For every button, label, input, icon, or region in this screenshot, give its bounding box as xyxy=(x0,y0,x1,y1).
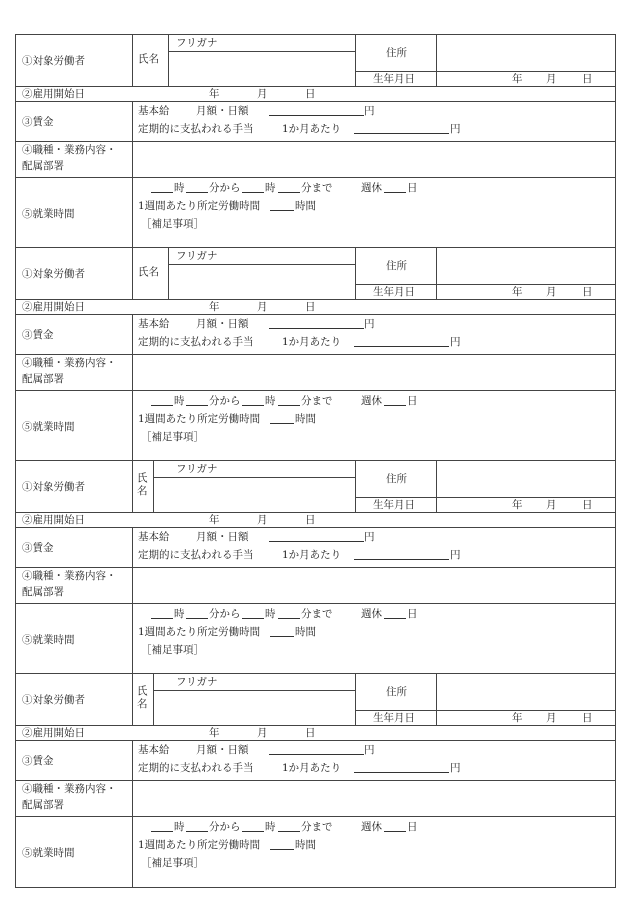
hours-label: ⑤就業時間 xyxy=(22,421,75,433)
start-hour-field[interactable] xyxy=(151,822,173,832)
base-pay-field[interactable] xyxy=(269,319,364,329)
start-month-label: 月 xyxy=(257,727,268,739)
name-field[interactable] xyxy=(169,265,355,299)
job-label-line2: 配属部署 xyxy=(22,586,64,598)
hours-label: ⑤就業時間 xyxy=(22,634,75,646)
start-month-label: 月 xyxy=(257,514,268,526)
weekly-off-label: 週休 xyxy=(361,395,382,407)
name-field[interactable] xyxy=(169,691,355,725)
per-month-label: 1か月あたり xyxy=(282,123,342,135)
weekly-hours-label: 1週間あたり所定労働時間 xyxy=(138,839,261,851)
end-hour-field[interactable] xyxy=(242,396,264,406)
start-month-label: 月 xyxy=(257,301,268,313)
birth-month-label: 月 xyxy=(546,712,557,724)
birth-year-label: 年 xyxy=(512,286,523,298)
weekly-off-unit: 日 xyxy=(407,395,418,407)
note-label: ［補足事項］ xyxy=(141,218,204,230)
end-minute-unit: 分まで xyxy=(301,395,333,407)
job-field[interactable] xyxy=(133,568,616,603)
start-month-label: 月 xyxy=(257,88,268,100)
weekly-hours-unit: 時間 xyxy=(295,839,316,851)
end-hour-unit: 時 xyxy=(265,182,276,194)
birth-day-label: 日 xyxy=(582,286,593,298)
start-year-label: 年 xyxy=(209,727,220,739)
name-label-bottom: 名 xyxy=(137,698,148,710)
monthly-daily-label: 月額・日額 xyxy=(196,318,249,330)
job-label-line1: ④職種・業務内容・ xyxy=(22,144,117,156)
job-label-line1: ④職種・業務内容・ xyxy=(22,570,117,582)
end-hour-unit: 時 xyxy=(265,395,276,407)
birth-year-label: 年 xyxy=(512,499,523,511)
weekly-off-field[interactable] xyxy=(384,609,406,619)
start-day-label: 日 xyxy=(305,301,316,313)
start-hour-field[interactable] xyxy=(151,609,173,619)
start-minute-unit: 分から xyxy=(209,608,241,620)
job-label-line2: 配属部署 xyxy=(22,160,64,172)
worker-form-block xyxy=(15,247,616,460)
start-day-label: 日 xyxy=(305,88,316,100)
weekly-off-field[interactable] xyxy=(384,396,406,406)
weekly-hours-field[interactable] xyxy=(270,201,294,211)
base-pay-yen: 円 xyxy=(364,318,375,330)
allowance-label: 定期的に支払われる手当 xyxy=(138,762,254,774)
job-field[interactable] xyxy=(133,355,616,390)
weekly-hours-unit: 時間 xyxy=(295,626,316,638)
weekly-off-label: 週休 xyxy=(361,182,382,194)
weekly-hours-label: 1週間あたり所定労働時間 xyxy=(138,626,261,638)
address-field[interactable] xyxy=(437,35,616,71)
weekly-hours-field[interactable] xyxy=(270,840,294,850)
weekly-off-field[interactable] xyxy=(384,822,406,832)
weekly-off-unit: 日 xyxy=(407,821,418,833)
start-year-label: 年 xyxy=(209,88,220,100)
end-hour-field[interactable] xyxy=(242,609,264,619)
per-month-label: 1か月あたり xyxy=(282,549,342,561)
allowance-field[interactable] xyxy=(354,763,449,773)
end-hour-unit: 時 xyxy=(265,608,276,620)
birth-day-label: 日 xyxy=(582,499,593,511)
weekly-hours-field[interactable] xyxy=(270,414,294,424)
allowance-label: 定期的に支払われる手当 xyxy=(138,549,254,561)
start-minute-unit: 分から xyxy=(209,182,241,194)
base-pay-yen: 円 xyxy=(364,531,375,543)
start-minute-unit: 分から xyxy=(209,821,241,833)
start-date-label: ②雇用開始日 xyxy=(22,514,85,526)
end-minute-field[interactable] xyxy=(278,183,300,193)
birth-month-label: 月 xyxy=(546,499,557,511)
end-hour-unit: 時 xyxy=(265,821,276,833)
address-field[interactable] xyxy=(437,248,616,284)
birth-year-label: 年 xyxy=(512,712,523,724)
weekly-hours-unit: 時間 xyxy=(295,413,316,425)
hours-label: ⑤就業時間 xyxy=(22,208,75,220)
name-label: 氏名 xyxy=(138,266,159,278)
allowance-field[interactable] xyxy=(354,337,449,347)
monthly-daily-label: 月額・日額 xyxy=(196,744,249,756)
end-hour-field[interactable] xyxy=(242,183,264,193)
furigana-label: フリガナ xyxy=(176,37,218,49)
base-pay-label: 基本給 xyxy=(138,744,170,756)
start-minute-field[interactable] xyxy=(186,396,208,406)
name-field[interactable] xyxy=(169,478,355,512)
worker-label: ①対象労働者 xyxy=(22,481,85,493)
base-pay-label: 基本給 xyxy=(138,105,170,117)
worker-form-block xyxy=(15,460,616,673)
address-label: 住所 xyxy=(386,47,407,59)
base-pay-label: 基本給 xyxy=(138,531,170,543)
address-field[interactable] xyxy=(437,461,616,497)
weekly-off-label: 週休 xyxy=(361,821,382,833)
name-field[interactable] xyxy=(169,52,355,86)
birth-day-label: 日 xyxy=(582,73,593,85)
birthdate-label: 生年月日 xyxy=(373,73,415,85)
employment-forms xyxy=(15,34,616,888)
weekly-off-unit: 日 xyxy=(407,608,418,620)
start-day-label: 日 xyxy=(305,514,316,526)
base-pay-field[interactable] xyxy=(269,745,364,755)
per-month-label: 1か月あたり xyxy=(282,336,342,348)
furigana-label: フリガナ xyxy=(176,250,218,262)
furigana-label: フリガナ xyxy=(176,463,218,475)
start-hour-field[interactable] xyxy=(151,396,173,406)
start-hour-unit: 時 xyxy=(174,821,185,833)
start-minute-field[interactable] xyxy=(186,183,208,193)
birth-month-label: 月 xyxy=(546,286,557,298)
worker-label: ①対象労働者 xyxy=(22,55,85,67)
end-minute-unit: 分まで xyxy=(301,608,333,620)
worker-form-block xyxy=(15,673,616,888)
base-pay-field[interactable] xyxy=(269,532,364,542)
start-year-label: 年 xyxy=(209,514,220,526)
weekly-off-unit: 日 xyxy=(407,182,418,194)
worker-label: ①対象労働者 xyxy=(22,268,85,280)
start-date-label: ②雇用開始日 xyxy=(22,301,85,313)
start-minute-field[interactable] xyxy=(186,609,208,619)
weekly-hours-unit: 時間 xyxy=(295,200,316,212)
base-pay-field[interactable] xyxy=(269,106,364,116)
address-field[interactable] xyxy=(437,674,616,710)
allowance-yen: 円 xyxy=(450,123,461,135)
end-minute-unit: 分まで xyxy=(301,182,333,194)
wage-label: ③賃金 xyxy=(22,542,54,554)
job-field[interactable] xyxy=(133,142,616,177)
start-day-label: 日 xyxy=(305,727,316,739)
allowance-label: 定期的に支払われる手当 xyxy=(138,336,254,348)
wage-label: ③賃金 xyxy=(22,755,54,767)
weekly-hours-label: 1週間あたり所定労働時間 xyxy=(138,413,261,425)
address-label: 住所 xyxy=(386,686,407,698)
note-label: ［補足事項］ xyxy=(141,431,204,443)
start-year-label: 年 xyxy=(209,301,220,313)
monthly-daily-label: 月額・日額 xyxy=(196,105,249,117)
start-hour-unit: 時 xyxy=(174,182,185,194)
start-date-label: ②雇用開始日 xyxy=(22,88,85,100)
address-label: 住所 xyxy=(386,473,407,485)
birthdate-label: 生年月日 xyxy=(373,499,415,511)
weekly-hours-field[interactable] xyxy=(270,627,294,637)
start-hour-unit: 時 xyxy=(174,608,185,620)
end-minute-field[interactable] xyxy=(278,609,300,619)
allowance-label: 定期的に支払われる手当 xyxy=(138,123,254,135)
job-label-line1: ④職種・業務内容・ xyxy=(22,783,117,795)
monthly-daily-label: 月額・日額 xyxy=(196,531,249,543)
start-minute-field[interactable] xyxy=(186,822,208,832)
end-minute-field[interactable] xyxy=(278,396,300,406)
wage-label: ③賃金 xyxy=(22,329,54,341)
end-hour-field[interactable] xyxy=(242,822,264,832)
allowance-field[interactable] xyxy=(354,550,449,560)
end-minute-unit: 分まで xyxy=(301,821,333,833)
address-label: 住所 xyxy=(386,260,407,272)
hours-label: ⑤就業時間 xyxy=(22,847,75,859)
wage-label: ③賃金 xyxy=(22,116,54,128)
per-month-label: 1か月あたり xyxy=(282,762,342,774)
base-pay-yen: 円 xyxy=(364,744,375,756)
worker-label: ①対象労働者 xyxy=(22,694,85,706)
worker-form-block xyxy=(15,34,616,247)
allowance-yen: 円 xyxy=(450,762,461,774)
allowance-field[interactable] xyxy=(354,124,449,134)
note-label: ［補足事項］ xyxy=(141,857,204,869)
start-hour-unit: 時 xyxy=(174,395,185,407)
birthdate-label: 生年月日 xyxy=(373,286,415,298)
start-date-label: ②雇用開始日 xyxy=(22,727,85,739)
note-label: ［補足事項］ xyxy=(141,644,204,656)
end-minute-field[interactable] xyxy=(278,822,300,832)
name-label: 氏名 xyxy=(138,53,159,65)
base-pay-label: 基本給 xyxy=(138,318,170,330)
start-hour-field[interactable] xyxy=(151,183,173,193)
weekly-off-label: 週休 xyxy=(361,608,382,620)
name-label-top: 氏 xyxy=(137,472,148,484)
birth-month-label: 月 xyxy=(546,73,557,85)
weekly-off-field[interactable] xyxy=(384,183,406,193)
job-label-line2: 配属部署 xyxy=(22,799,64,811)
start-minute-unit: 分から xyxy=(209,395,241,407)
allowance-yen: 円 xyxy=(450,336,461,348)
weekly-hours-label: 1週間あたり所定労働時間 xyxy=(138,200,261,212)
birth-year-label: 年 xyxy=(512,73,523,85)
name-label-top: 氏 xyxy=(137,685,148,697)
name-label-bottom: 名 xyxy=(137,485,148,497)
base-pay-yen: 円 xyxy=(364,105,375,117)
job-field[interactable] xyxy=(133,781,616,816)
birthdate-label: 生年月日 xyxy=(373,712,415,724)
job-label-line2: 配属部署 xyxy=(22,373,64,385)
allowance-yen: 円 xyxy=(450,549,461,561)
job-label-line1: ④職種・業務内容・ xyxy=(22,357,117,369)
birth-day-label: 日 xyxy=(582,712,593,724)
furigana-label: フリガナ xyxy=(176,676,218,688)
